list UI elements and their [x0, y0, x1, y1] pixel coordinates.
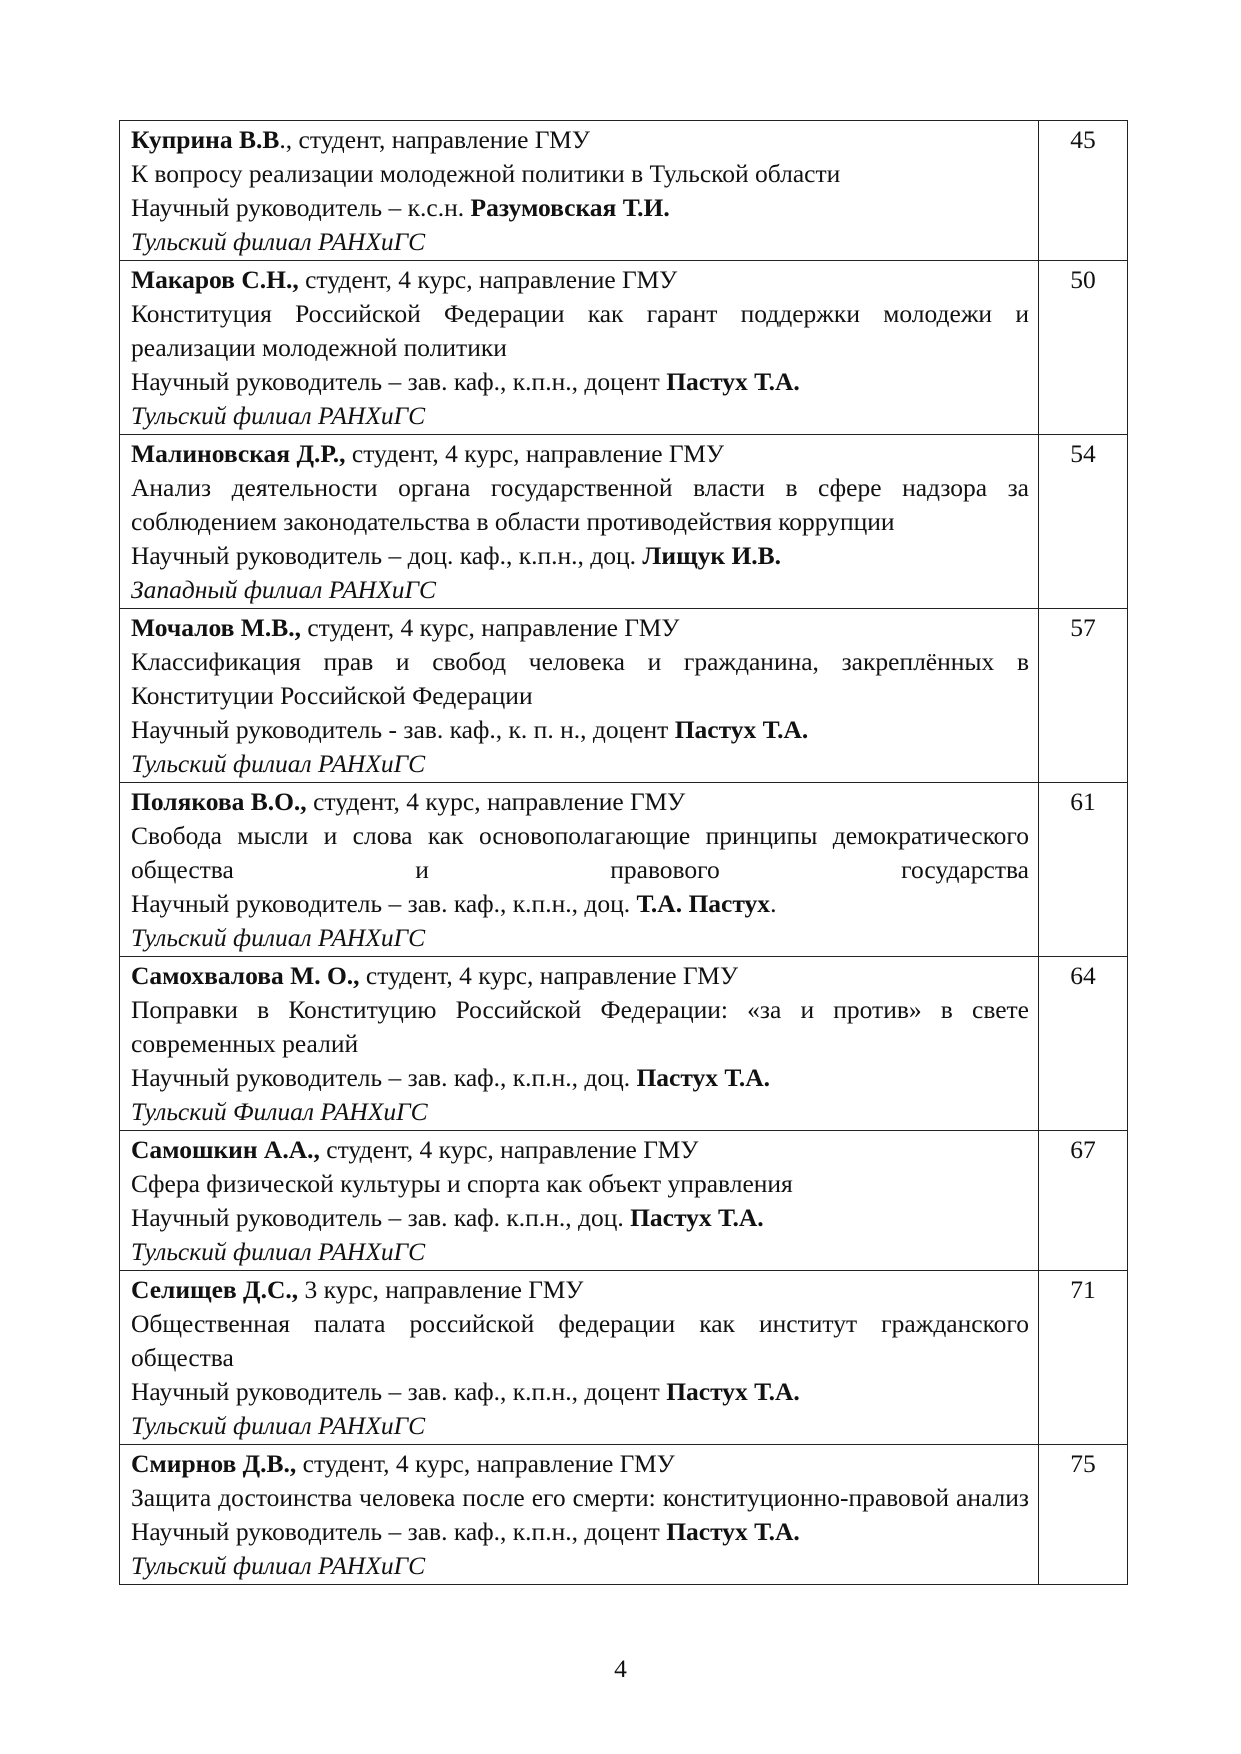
affiliation: Тульский филиал РАНХиГС: [131, 749, 426, 778]
supervisor-prefix: Научный руководитель – к.с.н.: [131, 193, 471, 222]
author-line: [131, 611, 1029, 645]
table-row: [120, 957, 1128, 1131]
author-name: Смирнов Д.В.,: [131, 1449, 297, 1478]
page-cell: [1039, 1131, 1128, 1271]
supervisor-prefix: Научный руководитель – зав. каф., к.п.н., доц.: [131, 889, 637, 918]
author-role: студент, 4 курс, направление ГМУ: [345, 439, 725, 468]
page-number: 45: [1070, 125, 1096, 154]
affiliation: Тульский филиал РАНХиГС: [131, 227, 426, 256]
page-number: 64: [1070, 961, 1096, 990]
entry-cell: [120, 1445, 1039, 1585]
supervisor-line: [131, 191, 1029, 225]
supervisor-line: [131, 1201, 1029, 1235]
author-line: [131, 1273, 1029, 1307]
table-row: [120, 121, 1128, 261]
supervisor-name: Т.А. Пастух: [636, 889, 771, 918]
paper-title: Общественная палата российской федерации как институт гражданского общества: [131, 1309, 1029, 1372]
supervisor-prefix: Научный руководитель – зав. каф., к.п.н., доцент: [131, 1517, 667, 1546]
table-row: [120, 1131, 1128, 1271]
author-name: Самохвалова М. О.,: [131, 961, 360, 990]
supervisor-prefix: Научный руководитель – зав. каф., к.п.н., доцент: [131, 367, 667, 396]
supervisor-name: Пастух Т.А.: [666, 1517, 800, 1546]
supervisor-prefix: Научный руководитель – зав. каф., к.п.н., доц.: [131, 1063, 637, 1092]
supervisor-prefix: Научный руководитель – зав. каф. к.п.н., доц.: [131, 1203, 631, 1232]
author-line: [131, 1447, 1029, 1481]
author-line: [131, 263, 1029, 297]
table-row: [120, 261, 1128, 435]
affiliation: Тульский филиал РАНХиГС: [131, 923, 426, 952]
paper-title: Конституция Российской Федерации как гарант поддержки молодежи и реализации молодежной политики: [131, 299, 1029, 362]
page-number: 71: [1070, 1275, 1096, 1304]
author-role: студент, 4 курс, направление ГМУ: [296, 1449, 675, 1478]
paper-title: Поправки в Конституцию Российской Федерации: «за и против» в свете современных реалий: [131, 995, 1029, 1058]
page-cell: [1039, 121, 1128, 261]
table-row: [120, 435, 1128, 609]
author-role: студент, 4 курс, направление ГМУ: [298, 265, 678, 294]
page-number: 67: [1070, 1135, 1096, 1164]
entry-cell: [120, 1271, 1039, 1445]
entry-cell: [120, 435, 1039, 609]
author-name: Куприна В.В: [131, 125, 280, 154]
supervisor-name: Пастух Т.А.: [630, 1203, 764, 1232]
author-line: [131, 785, 1029, 819]
affiliation: Тульский филиал РАНХиГС: [131, 1551, 426, 1580]
entry-cell: [120, 121, 1039, 261]
author-role: студент, 4 курс, направление ГМУ: [319, 1135, 699, 1164]
page-number: 61: [1070, 787, 1096, 816]
affiliation: Тульский филиал РАНХиГС: [131, 401, 426, 430]
page-footer-number: 4: [614, 1654, 627, 1683]
author-line: [131, 1133, 1029, 1167]
supervisor-name: Пастух Т.А.: [666, 1377, 800, 1406]
author-role: ., студент, направление ГМУ: [279, 125, 590, 154]
supervisor-line: [131, 1515, 1029, 1549]
author-role: 3 курс, направление ГМУ: [298, 1275, 584, 1304]
supervisor-line: [131, 365, 1029, 399]
page-cell: [1039, 1445, 1128, 1585]
affiliation: Тульский филиал РАНХиГС: [131, 1411, 426, 1440]
page-cell: [1039, 1271, 1128, 1445]
supervisor-line: [131, 713, 1029, 747]
page-number: 57: [1070, 613, 1096, 642]
supervisor-suffix: .: [770, 889, 777, 918]
page-cell: [1039, 957, 1128, 1131]
paper-title: Анализ деятельности органа государственной власти в сфере надзора за соблюдением законодательства в области противодействия коррупции: [131, 473, 1029, 536]
entry-cell: [120, 783, 1039, 957]
entry-cell: [120, 261, 1039, 435]
page-number: 54: [1070, 439, 1096, 468]
author-name: Самошкин А.А.,: [131, 1135, 320, 1164]
author-role: студент, 4 курс, направление ГМУ: [300, 613, 680, 642]
paper-title: Защита достоинства человека после его смерти: конституционно-правовой анализ: [131, 1483, 1029, 1512]
entry-cell: [120, 1131, 1039, 1271]
supervisor-line: [131, 1061, 1029, 1095]
affiliation: Тульский филиал РАНХиГС: [131, 1237, 426, 1266]
affiliation: Западный филиал РАНХиГС: [131, 575, 436, 604]
paper-title: Сфера физической культуры и спорта как объект управления: [131, 1169, 793, 1198]
author-line: [131, 123, 1029, 157]
author-name: Селищев Д.С.,: [131, 1275, 299, 1304]
author-name: Полякова В.О.,: [131, 787, 307, 816]
paper-title: Классификация прав и свобод человека и гражданина, закреплённых в Конституции Российской Федерации: [131, 647, 1029, 710]
author-role: студент, 4 курс, направление ГМУ: [359, 961, 739, 990]
page-number: 50: [1070, 265, 1096, 294]
entry-cell: [120, 957, 1039, 1131]
contents-table: [119, 120, 1128, 1585]
page-cell: [1039, 609, 1128, 783]
page-number: 75: [1070, 1449, 1096, 1478]
supervisor-name: Разумовская Т.И.: [470, 193, 670, 222]
author-name: Малиновская Д.Р.,: [131, 439, 346, 468]
page-cell: [1039, 261, 1128, 435]
author-line: [131, 437, 1029, 471]
table-row: [120, 1445, 1128, 1585]
supervisor-name: Пастух Т.А.: [666, 367, 800, 396]
table-row: [120, 609, 1128, 783]
table-row: [120, 1271, 1128, 1445]
page-cell: [1039, 783, 1128, 957]
table-row: [120, 783, 1128, 957]
supervisor-line: [131, 887, 1029, 921]
paper-title: Свобода мысли и слова как основополагающие принципы демократического общества и правового государства: [131, 821, 1029, 884]
supervisor-prefix: Научный руководитель – доц. каф., к.п.н., доц.: [131, 541, 643, 570]
author-role: студент, 4 курс, направление ГМУ: [306, 787, 686, 816]
author-name: Мочалов М.В.,: [131, 613, 301, 642]
entry-cell: [120, 609, 1039, 783]
affiliation: Тульский Филиал РАНХиГС: [131, 1097, 428, 1126]
supervisor-name: Пастух Т.А.: [636, 1063, 771, 1092]
paper-title: К вопросу реализации молодежной политики в Тульской области: [131, 159, 841, 188]
supervisor-name: Лищук И.В.: [642, 541, 782, 570]
supervisor-line: [131, 539, 1029, 573]
supervisor-prefix: Научный руководитель – зав. каф., к.п.н., доцент: [131, 1377, 667, 1406]
supervisor-name: Пастух Т.А.: [674, 715, 809, 744]
supervisor-line: [131, 1375, 1029, 1409]
page-cell: [1039, 435, 1128, 609]
supervisor-prefix: Научный руководитель - зав. каф., к. п. н., доцент: [131, 715, 675, 744]
author-name: Макаров С.Н.,: [131, 265, 299, 294]
author-line: [131, 959, 1029, 993]
